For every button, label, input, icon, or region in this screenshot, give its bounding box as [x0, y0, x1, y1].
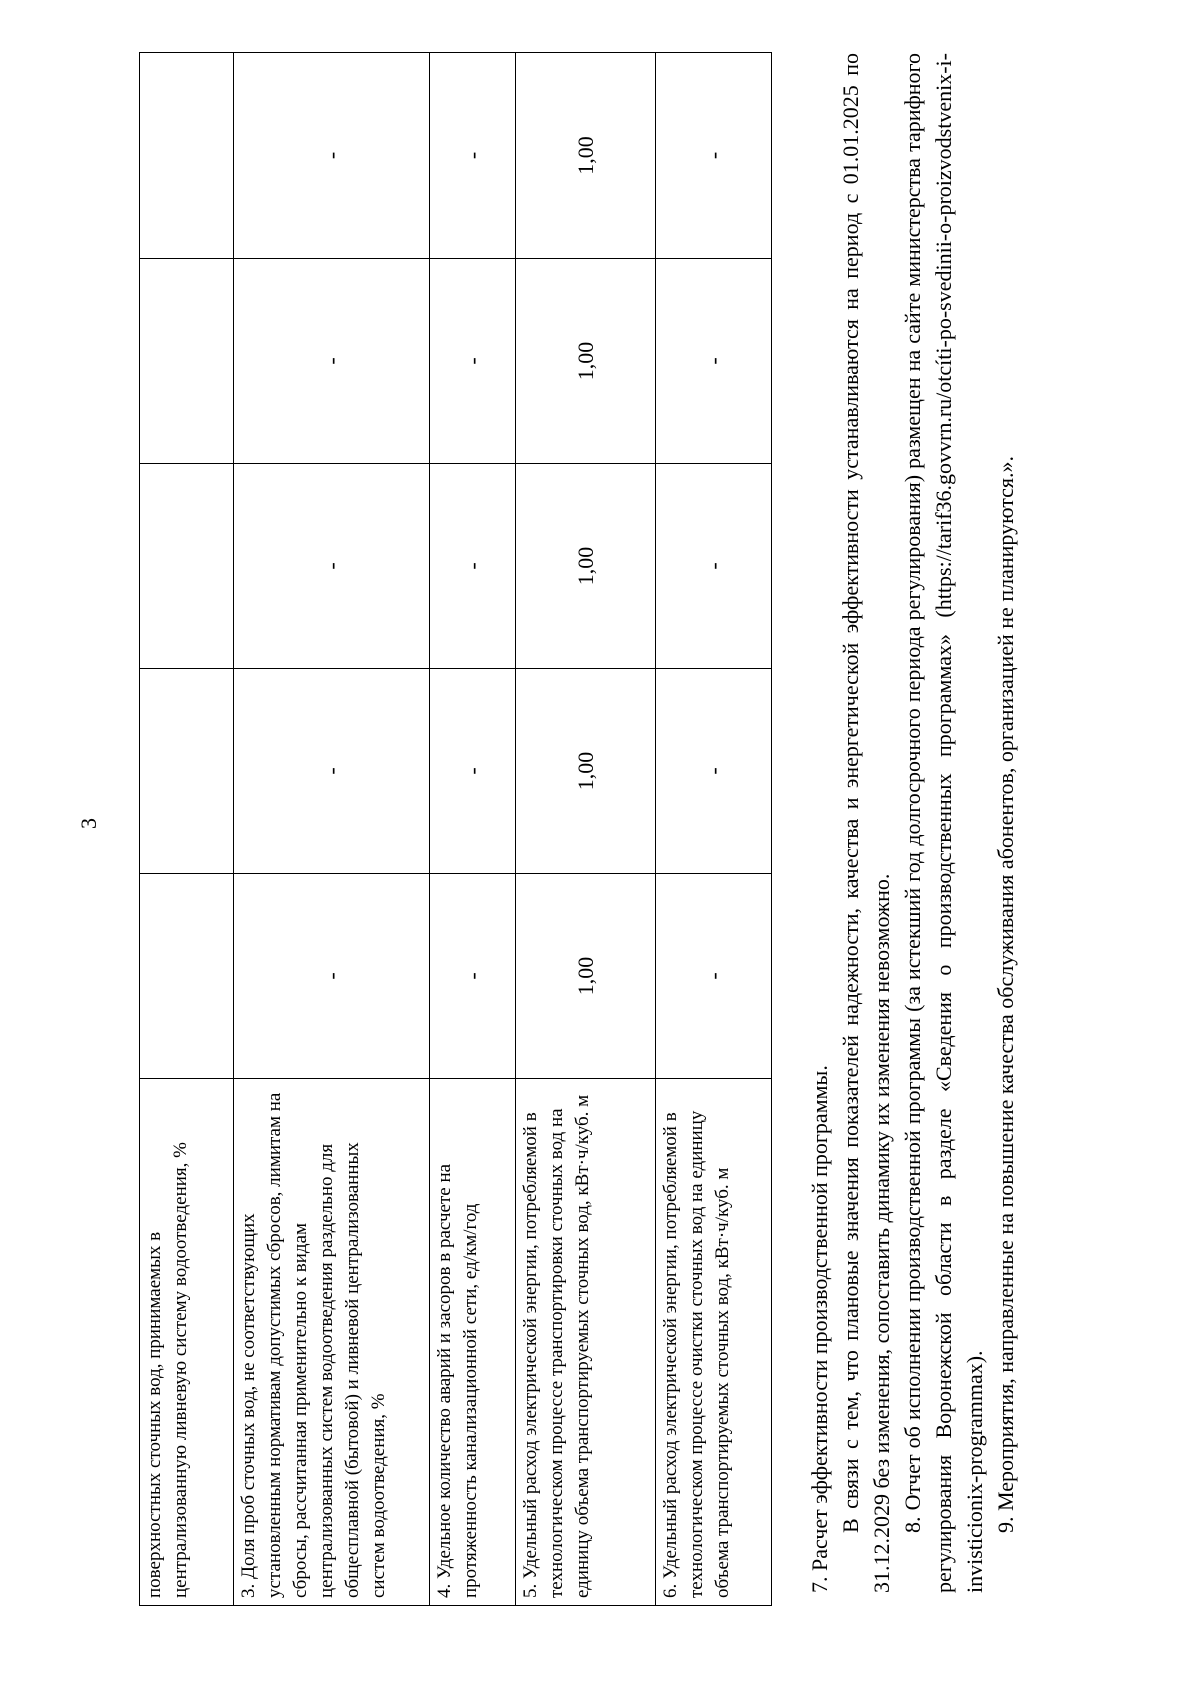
- indicator-label: 6. Удельный расход электрической энергии, потребляемой в технологическом процессе очистки сточных вод на единицу объема транспортируемых сточных вод, кВт·ч/куб. м: [656, 1079, 772, 1606]
- indicator-value: 1,00: [516, 874, 656, 1079]
- indicator-value: -: [430, 464, 516, 669]
- indicator-value: [140, 874, 234, 1079]
- indicator-value: 1,00: [516, 259, 656, 464]
- indicator-value: -: [656, 53, 772, 259]
- indicator-value: -: [430, 669, 516, 874]
- indicator-value: -: [656, 464, 772, 669]
- indicator-label: 3. Доля проб сточных вод, не соответствующих установленным нормативам допустимых сбросов, лимитам на сбросы, рассчитанная применительно к видам централизованных систем водоотведения раздельно для общесплавной (бытовой) и ливневой централизованных систем водоотведения, %: [234, 1079, 430, 1606]
- indicator-value: -: [430, 874, 516, 1079]
- paragraph-7-body: В связи с тем, что плановые значения показателей надежности, качества и энергетической эффективности устанавливаются на период с 01.01.2025 по 31.12.2029 без изменения, сопоставить динамику их изменения невозможно.: [838, 53, 894, 1593]
- indicator-value: -: [656, 874, 772, 1079]
- indicator-value: -: [234, 874, 430, 1079]
- indicator-label: 5. Удельный расход электрической энергии, потребляемой в технологическом процессе транспортировки сточных вод на единицу объема транспортируемых сточных вод, кВт·ч/куб. м: [516, 1079, 656, 1606]
- indicator-value: -: [430, 259, 516, 464]
- table-row: [656, 53, 772, 1606]
- indicator-value: 1,00: [516, 464, 656, 669]
- indicator-value: -: [234, 53, 430, 259]
- page-number: 3: [76, 818, 101, 829]
- indicator-value: -: [234, 669, 430, 874]
- body-text: [804, 53, 1021, 1593]
- indicator-value: -: [234, 259, 430, 464]
- table-row: [234, 53, 430, 1606]
- indicator-value: [140, 464, 234, 669]
- indicator-value: 1,00: [516, 53, 656, 259]
- table-row: [516, 53, 656, 1606]
- indicator-value: [140, 669, 234, 874]
- indicator-value: -: [234, 464, 430, 669]
- indicator-value: -: [430, 53, 516, 259]
- indicator-value: -: [656, 669, 772, 874]
- indicator-label: поверхностных сточных вод, принимаемых в централизованную ливневую систему водоотведения, %: [140, 1079, 234, 1606]
- indicator-value: 1,00: [516, 669, 656, 874]
- indicators-table: [139, 52, 772, 1606]
- indicator-value: [140, 259, 234, 464]
- paragraph-7: 7. Расчет эффективности производственной программы.: [807, 1065, 832, 1593]
- indicator-value: [140, 53, 234, 259]
- table-row: [430, 53, 516, 1606]
- table-row: [140, 53, 234, 1606]
- indicator-label: 4. Удельное количество аварий и засоров в расчете на протяженность канализационной сети, ед/км/год: [430, 1079, 516, 1606]
- paragraph-8: 8. Отчет об исполнении производственной программы (за истекший год долгосрочного периода регулирования) размещен на сайте министерства тарифного регулирования Воронежской области в разделе «Сведения о производственных программах» (https://tarif36.govvrn.ru/otcíti-po-svedinii-o-proizvodstvenix-i-invisticionix-programmax).: [900, 53, 987, 1593]
- paragraph-9: 9. Мероприятия, направленные на повышение качества обслуживания абонентов, организацией не планируются.».: [993, 455, 1018, 1533]
- indicator-value: -: [656, 259, 772, 464]
